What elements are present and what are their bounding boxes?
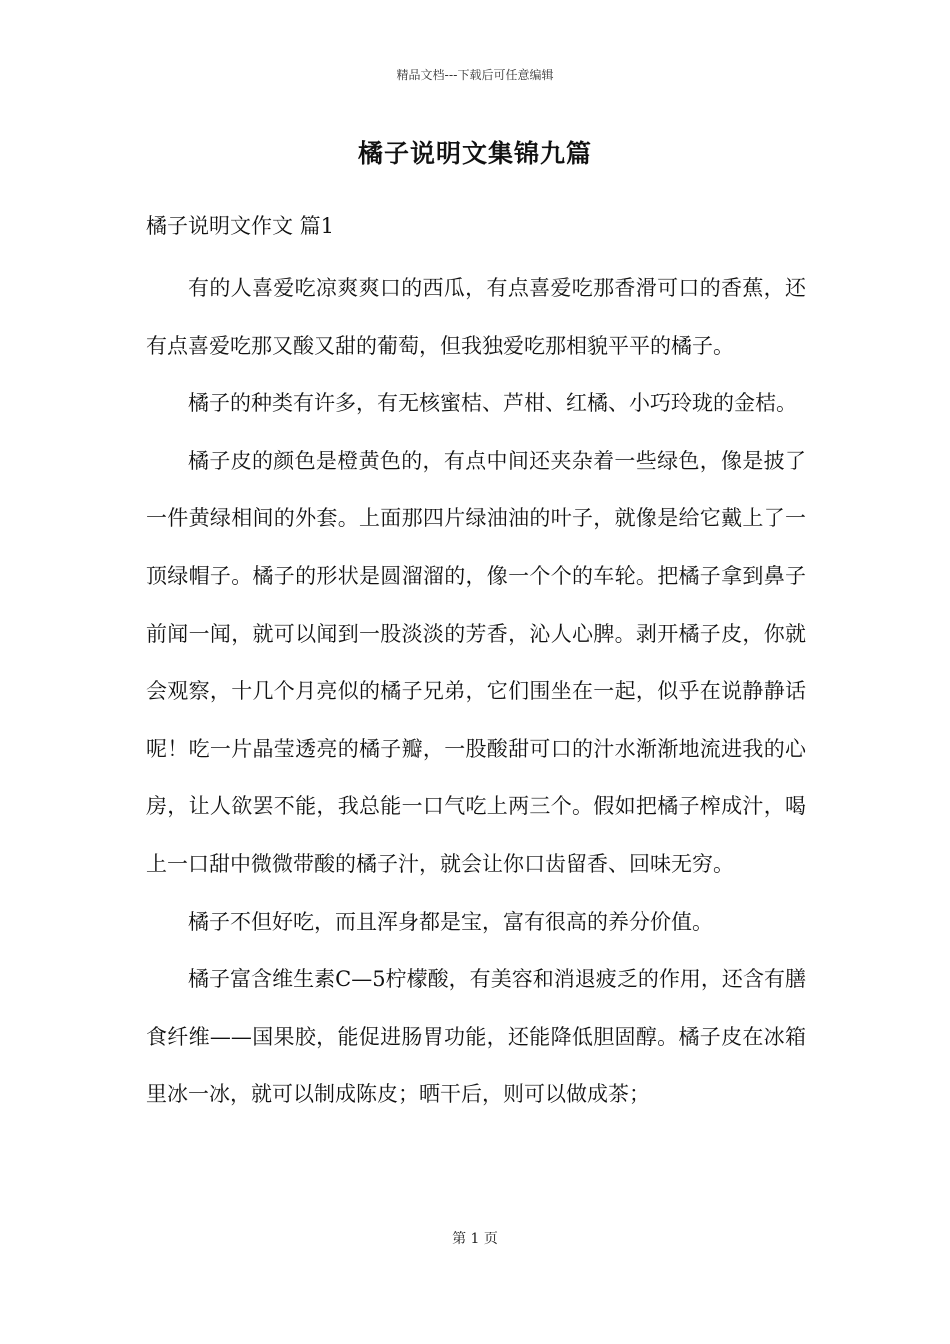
section-heading: 橘子说明文作文 篇1 <box>146 214 335 238</box>
paragraph: 橘子不但好吃，而且浑身都是宝，富有很高的养分价值。 <box>188 909 713 934</box>
paragraph: 橘子富含维生素C—5柠檬酸，有美容和消退疲乏的作用，还含有膳食纤维——国果胶，能促进肠胃功能，还能降低胆固醇。橘子皮在冰箱里冰一冰，就可以制成陈皮；晒干后，则可以做成茶； <box>146 967 806 1107</box>
paragraph: 有的人喜爱吃凉爽爽口的西瓜，有点喜爱吃那香滑可口的香蕉，还有点喜爱吃那又酸又甜的葡萄，但我独爱吃那相貌平平的橘子。 <box>146 276 806 358</box>
page-number: 第 1 页 <box>452 1231 498 1247</box>
document-title: 橘子说明文集锦九篇 <box>357 139 592 168</box>
paragraph: 橘子皮的颜色是橙黄色的，有点中间还夹杂着一些绿色，像是披了一件黄绿相间的外套。上面那四片绿油油的叶子，就像是给它戴上了一顶绿帽子。橘子的形状是圆溜溜的，像一个个的车轮。把橘子拿到鼻子前闻一闻，就可以闻到一股淡淡的芳香，沁人心脾。剥开橘子皮，你就会观察，十几个月亮似的橘子兄弟，它们围坐在一起，似乎在说静静话呢！吃一片晶莹透亮的橘子瓣，一股酸甜可口的汁水渐渐地流进我的心房，让人欲罢不能，我总能一口气吃上两三个。假如把橘子榨成汁，喝上一口甜中微微带酸的橘子汁，就会让你口齿留香、回味无穷。 <box>146 448 806 876</box>
page-header: 精品文档---下载后可任意编辑 <box>396 68 554 82</box>
document-body <box>146 260 806 1124</box>
paragraph: 橘子的种类有许多，有无核蜜桔、芦柑、红橘、小巧玲珑的金桔。 <box>188 391 797 416</box>
